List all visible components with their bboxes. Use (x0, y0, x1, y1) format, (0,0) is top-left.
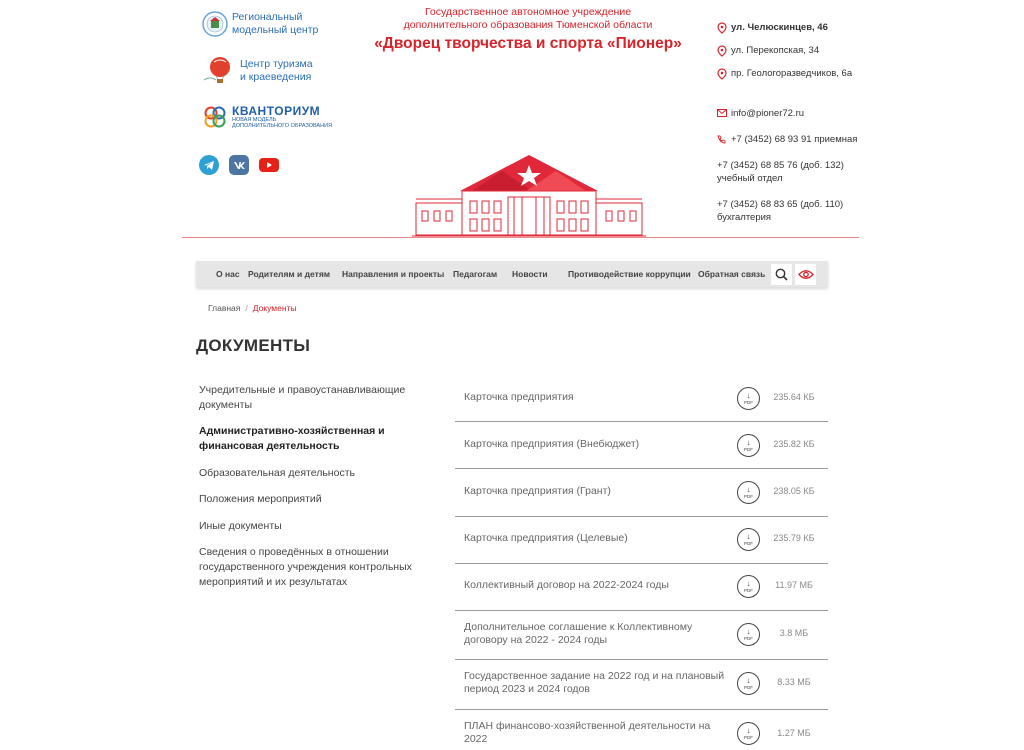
partner-tourism-center[interactable] (202, 56, 313, 86)
document-name[interactable]: Коллективный договор на 2022-2024 годы (464, 579, 669, 591)
nav-item-teachers[interactable]: Педагогам (453, 269, 498, 279)
nav-item-news[interactable]: Новости (512, 269, 548, 279)
location-pin-icon (717, 69, 726, 79)
document-name[interactable]: ПЛАН финансово-хозяйственной деятельности на 2022 (464, 720, 711, 745)
accessibility-button[interactable] (795, 264, 816, 285)
document-row[interactable] (455, 422, 828, 469)
document-size: 11.97 МБ (775, 580, 813, 590)
sidebar-item-inspections[interactable]: Сведения о проведённых в отношении государственного учреждения контрольных мероприятий и их результатах (199, 546, 412, 588)
telegram-icon[interactable] (199, 155, 219, 175)
document-row[interactable] (455, 611, 828, 660)
breadcrumb-current: Документы (252, 303, 297, 313)
address-main[interactable] (717, 22, 828, 33)
address-1-text: ул. Челюскинцев, 46 (731, 22, 828, 33)
search-icon (775, 268, 788, 281)
phone-1-text: +7 (3452) 68 93 91 приемная (731, 134, 858, 145)
phone-reception[interactable] (717, 134, 857, 145)
vk-icon[interactable] (229, 155, 249, 175)
partner-regional-center[interactable] (202, 11, 318, 37)
phone-accounting[interactable] (717, 198, 843, 224)
kvantorium-sub-1: НОВАЯ МОДЕЛЬ (232, 117, 277, 123)
phone-icon (717, 135, 726, 144)
document-row[interactable] (455, 660, 828, 710)
kvantorium-logo-icon (202, 104, 228, 130)
regional-center-logo-icon (202, 11, 228, 37)
pdf-download-icon[interactable]: ↓ PDF (737, 722, 760, 745)
pdf-download-icon[interactable]: ↓ PDF (737, 481, 760, 504)
partner-kvantorium[interactable] (202, 104, 332, 130)
document-row[interactable] (455, 373, 828, 422)
location-pin-icon (717, 46, 726, 56)
phone-3-text: +7 (3452) 68 83 65 (доб. 110) (717, 199, 844, 210)
document-name[interactable]: Карточка предприятия (464, 391, 574, 403)
social-links (199, 155, 279, 175)
phone-3-note: бухгалтерия (717, 212, 772, 223)
sidebar-item-other[interactable]: Иные документы (199, 520, 282, 532)
nav-item-parents[interactable]: Родителям и детям (248, 269, 331, 279)
document-size: 235.79 КБ (773, 533, 815, 543)
document-size: 3.8 МБ (779, 628, 809, 638)
sidebar-item-finance[interactable]: Административно-хозяйственная и финансовая деятельность (199, 425, 385, 452)
address-2-text: ул. Перекопская, 34 (731, 45, 820, 56)
email-text: info@pioner72.ru (731, 108, 805, 119)
document-row[interactable] (455, 469, 828, 517)
document-size: 235.82 КБ (773, 439, 815, 449)
address-second[interactable] (717, 45, 819, 56)
header-divider (182, 237, 859, 238)
location-pin-icon (717, 23, 726, 33)
breadcrumb-home[interactable]: Главная (208, 303, 241, 313)
header-line-2: дополнительного образования Тюменской области (403, 19, 653, 31)
document-size: 235.64 КБ (773, 392, 815, 402)
pdf-download-icon[interactable]: ↓ PDF (737, 387, 760, 410)
document-size: 8.33 МБ (777, 677, 811, 687)
document-size: 1.27 МБ (777, 728, 811, 738)
sidebar-item-events[interactable]: Положения мероприятий (199, 493, 322, 505)
nav-item-directions[interactable]: Направления и проекты (342, 269, 445, 279)
document-name[interactable]: Государственное задание на 2022 год и на плановый период 2023 и 2024 годов (464, 670, 725, 695)
page-title: ДОКУМЕНТЫ (196, 336, 311, 355)
address-3-text: пр. Геологоразведчиков, 6а (731, 68, 853, 79)
email-link[interactable] (717, 108, 804, 119)
eye-icon (798, 269, 814, 280)
search-button[interactable] (771, 264, 792, 285)
nav-item-feedback[interactable]: Обратная связь (698, 269, 766, 279)
sidebar-item-founding-docs[interactable]: Учредительные и правоустанавливающие документы (199, 384, 406, 411)
breadcrumb-separator: / (245, 303, 248, 313)
tourism-center-label-1: Центр туризма (240, 58, 313, 70)
org-name[interactable]: «Дворец творчества и спорта «Пионер» (374, 35, 682, 52)
youtube-icon[interactable] (259, 155, 279, 175)
pdf-download-icon[interactable]: ↓ PDF (737, 623, 760, 646)
pdf-download-icon[interactable]: ↓ PDF (737, 672, 760, 695)
kvantorium-title: КВАНТОРИУМ (232, 104, 321, 118)
document-name[interactable]: Карточка предприятия (Грант) (464, 485, 611, 497)
tourism-balloon-icon (202, 56, 236, 86)
main-navigation (196, 261, 828, 287)
document-name[interactable]: Карточка предприятия (Внебюджет) (464, 438, 640, 450)
pdf-download-icon[interactable]: ↓ PDF (737, 528, 760, 551)
tourism-center-label-2: и краеведения (240, 71, 312, 83)
nav-item-anticorruption[interactable]: Противодействие коррупции (568, 269, 691, 279)
document-row[interactable] (455, 710, 828, 750)
header-title-block (370, 6, 686, 53)
pdf-download-icon[interactable]: ↓ PDF (737, 575, 760, 598)
document-name[interactable]: Карточка предприятия (Целевые) (464, 532, 628, 544)
kvantorium-sub-2: ДОПОЛНИТЕЛЬНОГО ОБРАЗОВАНИЯ (232, 123, 333, 129)
nav-item-about[interactable]: О нас (216, 269, 240, 279)
palace-building-icon (412, 155, 646, 239)
address-third[interactable] (717, 68, 852, 79)
regional-center-label-1: Региональный (232, 11, 303, 23)
phone-education[interactable] (717, 159, 844, 185)
breadcrumb (208, 303, 297, 313)
sidebar-item-education[interactable]: Образовательная деятельность (199, 467, 355, 479)
document-size: 238.05 КБ (773, 486, 815, 496)
document-row[interactable] (455, 517, 828, 564)
mail-icon (717, 109, 726, 117)
phone-2-text: +7 (3452) 68 85 76 (доб. 132) (717, 160, 844, 171)
regional-center-label-2: модельный центр (232, 24, 319, 36)
pdf-download-icon[interactable]: ↓ PDF (737, 434, 760, 457)
document-row[interactable] (455, 564, 828, 611)
header-line-1: Государственное автономное учреждение (424, 6, 632, 18)
document-name[interactable]: Дополнительное соглашение к Коллективному договору на 2022 - 2024 годы (464, 621, 693, 646)
phone-2-note: учебный отдел (717, 173, 783, 184)
